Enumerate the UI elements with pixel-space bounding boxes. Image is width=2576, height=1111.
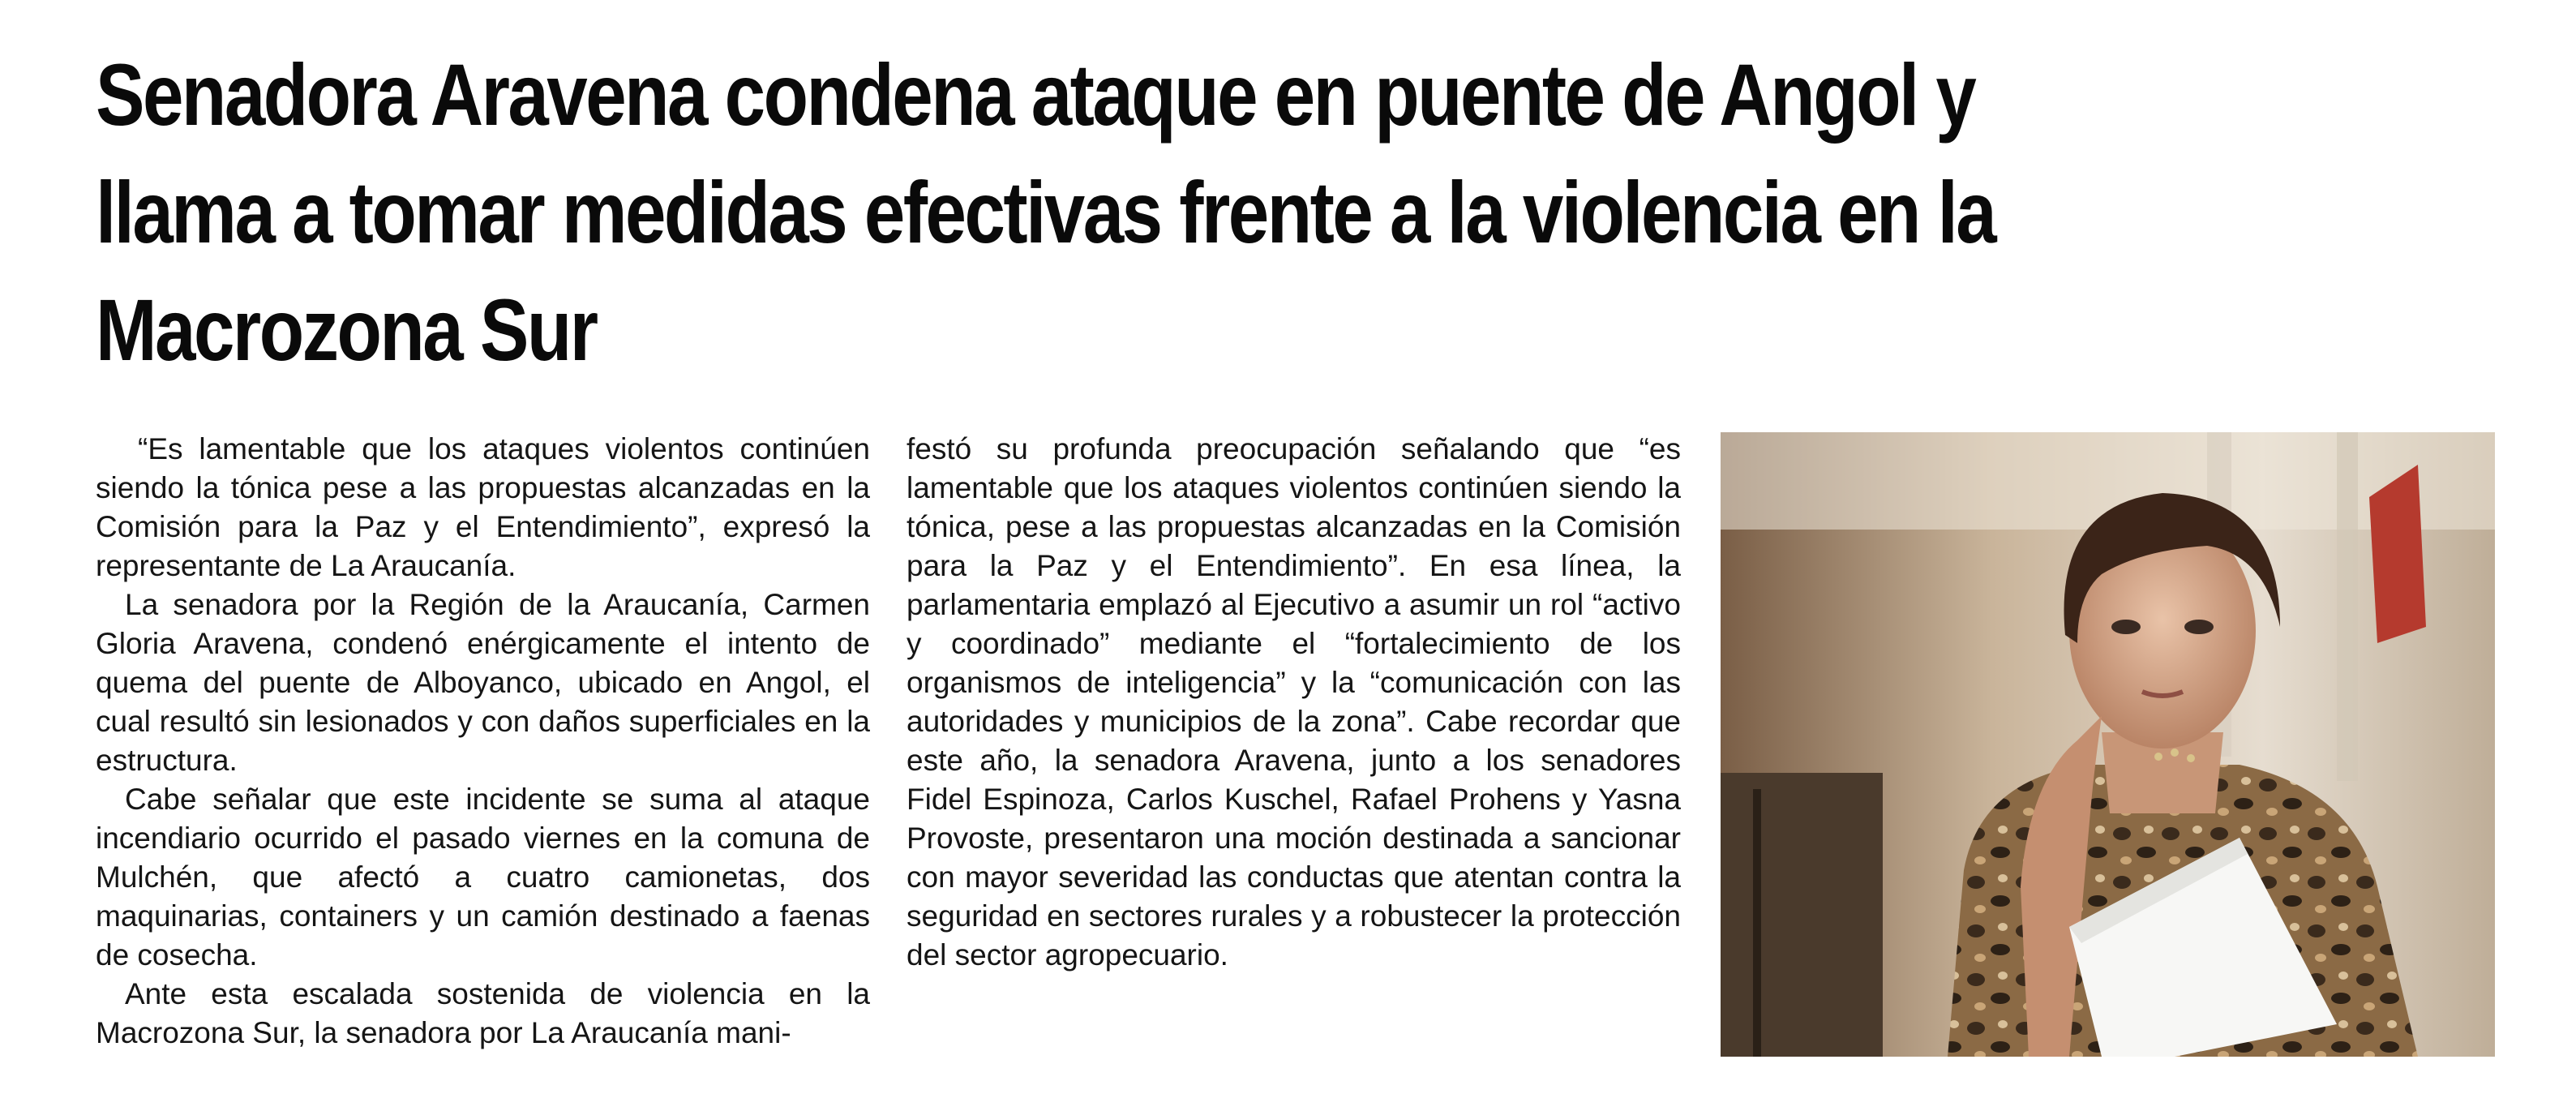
paragraph-condemnation: La senadora por la Región de la Araucanía, Carmen Gloria Aravena, condenó enérgicamente el intento de quema del puente de Alboyanco, ubicado en Angol, el cual resultó sin lesionados y con daños superficiales en la estructura. [96,588,870,777]
paragraph-quote: “Es lamentable que los ataques violentos continúen siendo la tónica pese a las propuestas alcanzadas en la Comisión para la Paz y el Entendimiento”, expresó la representante de La Araucanía. [96,432,870,582]
article-column-1 [96,430,870,1053]
article-column-2 [907,430,1681,975]
paragraph-escalation: Ante esta escalada sostenida de violencia en la Macrozona Sur, la senadora por La Araucanía mani- [96,977,870,1049]
headline-line-3: Macrozona Sur [96,281,597,379]
paragraph-mulchen-attack: Cabe señalar que este incidente se suma al ataque incendiario ocurrido el pasado viernes en la comuna de Mulchén, que afectó a cuatro camionetas, dos maquinarias, containers y un camión destinado a faenas de cosecha. [96,783,870,972]
headline-line-1: Senadora Aravena condena ataque en puente de Angol y [96,45,1975,144]
headline-line-2: llama a tomar medidas efectivas frente a la violencia en la [96,163,1995,261]
portrait-illustration-icon [1721,432,2495,1057]
article-headline [96,36,2493,388]
senator-portrait-photo [1721,432,2495,1057]
paragraph-continuation: festó su profunda preocupación señalando que “es lamentable que los ataques violentos continúen siendo la tónica, pese a las propuestas alcanzadas en la Comisión para la Paz y el Entendimiento”. En esa línea, la parlamentaria emplazó al Ejecutivo a asumir un rol “activo y coordinado” mediante el “fortalecimiento de los organismos de inteligencia” y la “comunicación con las autoridades y municipios de la zona”. Cabe recordar que este año, la senadora Aravena, junto a los senadores Fidel Espinoza, Carlos Kuschel, Rafael Prohens y Yasna Provoste, presentaron una moción destinada a sancionar con mayor severidad las conductas que atentan contra la seguridad en sectores rurales y a robustecer la protección del sector agropecuario. [907,432,1681,972]
